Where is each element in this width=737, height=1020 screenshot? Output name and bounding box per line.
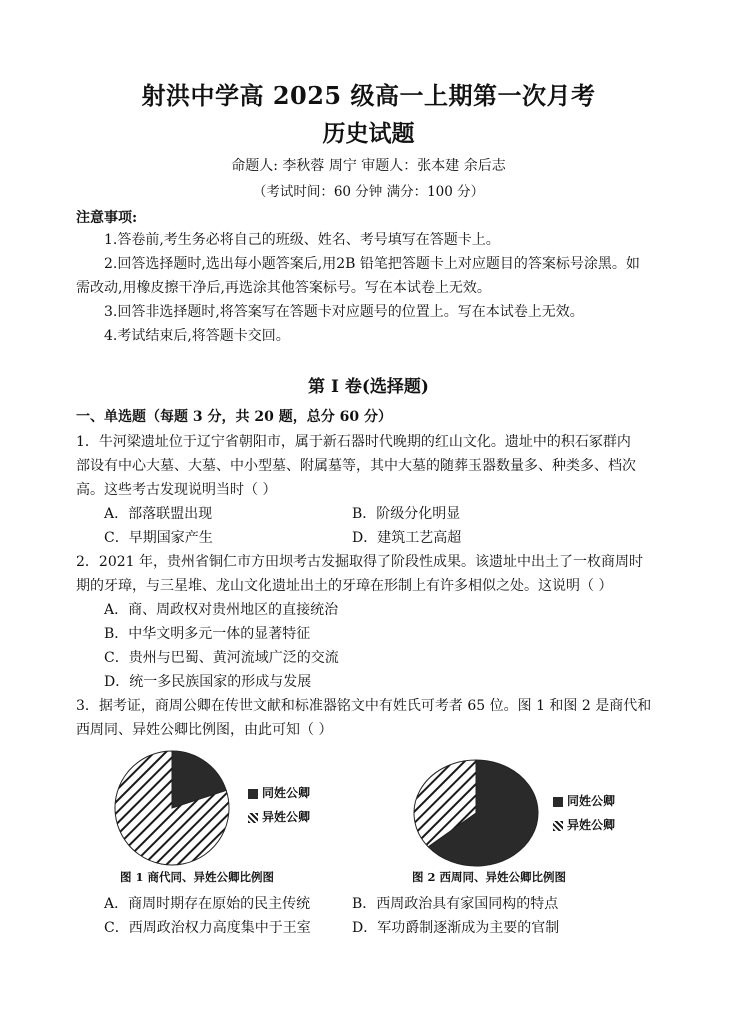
figure-2-caption: 图 2 西周同、异姓公卿比例图 <box>412 870 567 884</box>
note-line: 3.回答非选择题时,将答案写在答题卡对应题号的位置上。写在本试卷上无效。 <box>104 304 584 320</box>
exam-subtitle: 历史试题 <box>322 120 415 147</box>
legend-swatch-solid <box>553 797 563 807</box>
question-3-option-d: D．军功爵制逐渐成为主要的官制 <box>352 920 560 936</box>
question-3-text: 3．据考证，商周公卿在传世文献和标准器铭文中有姓氏可考者 65 位。图 1 和图 2 是商代和 <box>76 698 652 714</box>
question-1-option-c: C．早期国家产生 <box>104 530 213 546</box>
question-2-text: 2．2021 年，贵州省铜仁市方田坝考古发掘取得了阶段性成果。该遗址中出土了一枚商周时 <box>76 554 643 570</box>
exam-authors: 命题人: 李秋蓉 周宁 审题人：张本建 余后志 <box>231 158 506 174</box>
question-2-option-d: D．统一多民族国家的形成与发展 <box>104 674 312 690</box>
figure-2-legend-diff <box>553 816 615 833</box>
question-2-text: 期的牙璋，与三星堆、龙山文化遗址出土的牙璋在形制上有许多相似之处。这说明（ ） <box>76 578 613 594</box>
legend-label: 同姓公卿 <box>567 794 616 808</box>
legend-swatch-hatched <box>248 813 258 823</box>
question-3-option-a: A．商周时期存在原始的民主传统 <box>104 896 311 912</box>
figure-2-pie <box>410 758 542 868</box>
legend-label: 异姓公卿 <box>567 818 616 832</box>
exam-time-info: （考试时间：60 分钟 满分：100 分） <box>252 184 485 200</box>
question-2-option-a: A．商、周政权对贵州地区的直接统治 <box>104 602 339 618</box>
legend-swatch-solid <box>248 789 258 799</box>
question-3-option-b: B．西周政治具有家国同构的特点 <box>352 896 559 912</box>
question-1-text: 高。这些考古发现说明当时（ ） <box>76 482 277 498</box>
legend-label: 异姓公卿 <box>262 810 311 824</box>
section-title: 第 I 卷(选择题) <box>308 377 429 397</box>
question-3-text: 西周同、异姓公卿比例图，由此可知（ ） <box>76 722 333 738</box>
question-3-option-c: C．西周政治权力高度集中于王室 <box>104 920 311 936</box>
question-1-option-a: A．部落联盟出现 <box>104 506 213 522</box>
legend-label: 同姓公卿 <box>262 786 311 800</box>
figure-1-legend-diff <box>248 808 310 825</box>
figure-1-legend-same <box>248 784 310 801</box>
exam-title: 射洪中学高 2025 级高一上期第一次月考 <box>141 81 596 110</box>
notes-title: 注意事项: <box>76 210 138 226</box>
question-1-option-b: B．阶级分化明显 <box>352 506 461 522</box>
question-2-option-b: B．中华文明多元一体的显著特征 <box>104 626 311 642</box>
note-line: 2.回答选择题时,选出每小题答案后,用2B 铅笔把答题卡上对应题目的答案标号涂黑。如 <box>104 256 640 272</box>
figure-1-caption: 图 1 商代同、异姓公卿比例图 <box>120 870 275 884</box>
part-title: 一、单选题（每题 3 分，共 20 题，总分 60 分） <box>76 409 392 425</box>
question-1-text: 1．牛河梁遗址位于辽宁省朝阳市，属于新石器时代晚期的红山文化。遗址中的积石冢群内 <box>76 434 631 450</box>
note-line: 4.考试结束后,将答题卡交回。 <box>104 328 290 344</box>
legend-swatch-hatched <box>553 821 563 831</box>
figure-2-legend-same <box>553 792 615 809</box>
question-2-option-c: C．贵州与巴蜀、黄河流域广泛的交流 <box>104 650 339 666</box>
figure-1-pie <box>112 748 232 868</box>
note-line: 需改动,用橡皮擦干净后,再选涂其他答案标号。写在本试卷上无效。 <box>76 280 491 296</box>
question-1-option-d: D．建筑工艺高超 <box>352 530 462 546</box>
question-1-text: 部设有中心大墓、大墓、中小型墓、附属墓等，其中大墓的随葬玉器数量多、种类多、档次 <box>76 458 636 474</box>
note-line: 1.答卷前,考生务必将自己的班级、姓名、考号填写在答题卡上。 <box>104 232 500 248</box>
